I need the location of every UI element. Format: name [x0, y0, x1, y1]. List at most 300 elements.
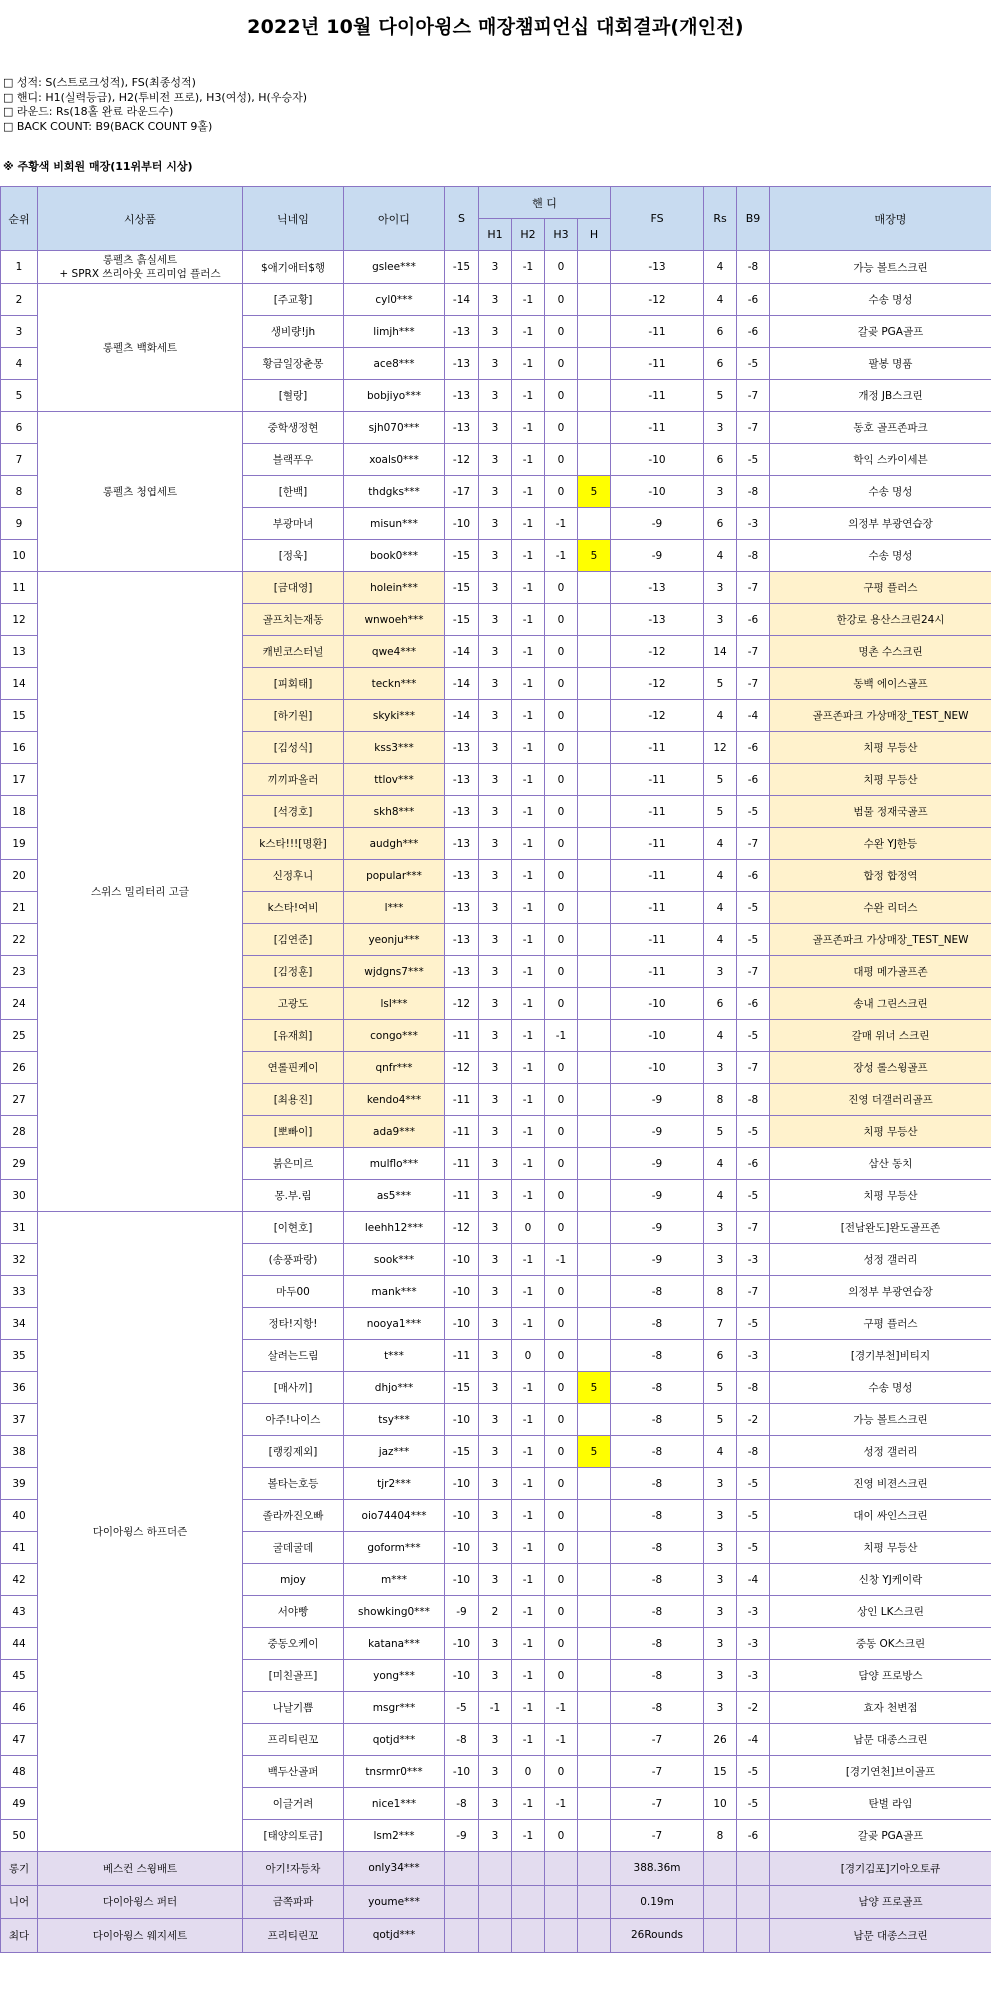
id-cell: ttlov*** [344, 764, 445, 796]
s-cell: -13 [445, 348, 479, 380]
h3-cell: 0 [545, 1564, 578, 1596]
b9-cell: -4 [737, 1564, 770, 1596]
fs-cell: -8 [611, 1500, 704, 1532]
store-cell: 성정 갤러리 [770, 1436, 991, 1468]
id-cell: thdgks*** [344, 476, 445, 508]
b9-cell: -6 [737, 732, 770, 764]
store-cell: 한강로 용산스크린24시 [770, 604, 991, 636]
rank-cell: 45 [1, 1660, 38, 1692]
rank-cell: 19 [1, 828, 38, 860]
s-cell: -13 [445, 316, 479, 348]
h1-cell: 2 [479, 1596, 512, 1628]
b9-cell: -5 [737, 1180, 770, 1212]
fs-cell: -11 [611, 380, 704, 412]
store-cell: 팔봉 명품 [770, 348, 991, 380]
h2-cell: -1 [512, 284, 545, 316]
h2-cell: -1 [512, 1628, 545, 1660]
h3-cell: 0 [545, 1212, 578, 1244]
h3-cell: 0 [545, 1308, 578, 1340]
h2-cell: -1 [512, 956, 545, 988]
h3-cell: 0 [545, 1340, 578, 1372]
h2-cell: -1 [512, 1020, 545, 1052]
h-cell [578, 1564, 611, 1596]
h-cell [578, 1084, 611, 1116]
store-cell: 합정 합정역 [770, 860, 991, 892]
empty-cell [704, 1852, 737, 1886]
h3-cell: -1 [545, 508, 578, 540]
empty-cell [704, 1885, 737, 1919]
col-rs: Rs [704, 187, 737, 251]
empty-cell [445, 1885, 479, 1919]
nickname-cell: 서야빵 [243, 1596, 344, 1628]
rs-cell: 12 [704, 732, 737, 764]
h-cell [578, 348, 611, 380]
empty-cell [737, 1852, 770, 1886]
h1-cell: 3 [479, 380, 512, 412]
nickname-cell: 아주!나이스 [243, 1404, 344, 1436]
rank-cell: 47 [1, 1724, 38, 1756]
h3-cell: 0 [545, 988, 578, 1020]
prize-cell: 롱펠츠 백화세트 [38, 284, 243, 412]
id-cell: yong*** [344, 1660, 445, 1692]
h1-cell: 3 [479, 1372, 512, 1404]
fs-cell: -11 [611, 764, 704, 796]
h3-cell: 0 [545, 412, 578, 444]
id-cell: msgr*** [344, 1692, 445, 1724]
store-cell: 신창 YJ케이락 [770, 1564, 991, 1596]
fs-cell: -11 [611, 924, 704, 956]
store-cell: 명촌 수스크린 [770, 636, 991, 668]
award-label-cell: 최다 [1, 1919, 38, 1953]
h3-cell: 0 [545, 732, 578, 764]
b9-cell: -6 [737, 1148, 770, 1180]
h-cell [578, 1788, 611, 1820]
rs-cell: 5 [704, 668, 737, 700]
id-cell: misun*** [344, 508, 445, 540]
special-award-row [1, 1919, 991, 1953]
rank-cell: 3 [1, 316, 38, 348]
award-prize-cell: 다이아윙스 웨지세트 [38, 1919, 243, 1953]
h1-cell: 3 [479, 444, 512, 476]
id-cell: sook*** [344, 1244, 445, 1276]
table-row [1, 412, 991, 444]
empty-cell [512, 1885, 545, 1919]
b9-cell: -6 [737, 604, 770, 636]
h2-cell: -1 [512, 1148, 545, 1180]
h2-cell: -1 [512, 1244, 545, 1276]
h-cell [578, 572, 611, 604]
col-s: S [445, 187, 479, 251]
s-cell: -12 [445, 444, 479, 476]
id-cell: jaz*** [344, 1436, 445, 1468]
nickname-cell: [주교황] [243, 284, 344, 316]
rank-cell: 39 [1, 1468, 38, 1500]
table-row [1, 572, 991, 604]
h-cell [578, 316, 611, 348]
nickname-cell: [매사끼] [243, 1372, 344, 1404]
nickname-cell: [태양의토금] [243, 1820, 344, 1852]
s-cell: -5 [445, 1692, 479, 1724]
store-cell: 골프존파크 가상매장_TEST_NEW [770, 700, 991, 732]
fs-cell: -7 [611, 1756, 704, 1788]
rank-cell: 9 [1, 508, 38, 540]
h3-cell: -1 [545, 1692, 578, 1724]
h-cell [578, 1532, 611, 1564]
s-cell: -14 [445, 636, 479, 668]
h-cell [578, 1628, 611, 1660]
id-cell: qnfr*** [344, 1052, 445, 1084]
s-cell: -14 [445, 668, 479, 700]
rank-cell: 24 [1, 988, 38, 1020]
nickname-cell: 정타!지항! [243, 1308, 344, 1340]
b9-cell: -5 [737, 892, 770, 924]
prize-cell: 롱펠츠 청엽세트 [38, 412, 243, 572]
id-cell: leehh12*** [344, 1212, 445, 1244]
h2-cell: -1 [512, 764, 545, 796]
h1-cell: 3 [479, 1660, 512, 1692]
h3-cell: 0 [545, 1596, 578, 1628]
rank-cell: 21 [1, 892, 38, 924]
h2-cell: -1 [512, 316, 545, 348]
rank-cell: 29 [1, 1148, 38, 1180]
h1-cell: 3 [479, 412, 512, 444]
h2-cell: -1 [512, 1052, 545, 1084]
col-b9: B9 [737, 187, 770, 251]
h1-cell: 3 [479, 1116, 512, 1148]
h1-cell: 3 [479, 700, 512, 732]
h2-cell: -1 [512, 924, 545, 956]
nickname-cell: 캐빈코스터널 [243, 636, 344, 668]
h2-cell: -1 [512, 796, 545, 828]
nickname-cell: 황금일장춘몽 [243, 348, 344, 380]
award-id-cell: qotjd*** [344, 1919, 445, 1953]
empty-cell [479, 1919, 512, 1953]
h1-cell: 3 [479, 732, 512, 764]
s-cell: -15 [445, 251, 479, 284]
nickname-cell: [피회태] [243, 668, 344, 700]
h2-cell: -1 [512, 1308, 545, 1340]
h-cell [578, 732, 611, 764]
id-cell: katana*** [344, 1628, 445, 1660]
rs-cell: 3 [704, 1052, 737, 1084]
nickname-cell: [유재희] [243, 1020, 344, 1052]
award-store-cell: 남양 프로골프 [770, 1885, 991, 1919]
s-cell: -13 [445, 764, 479, 796]
nickname-cell: [김성식] [243, 732, 344, 764]
note-handicap: □ 핸디: H1(실력등급), H2(투비전 프로), H3(여성), H(우승자) [3, 90, 307, 104]
h3-cell: 0 [545, 892, 578, 924]
id-cell: l*** [344, 892, 445, 924]
h1-cell: 3 [479, 604, 512, 636]
h3-cell: 0 [545, 1148, 578, 1180]
h-cell [578, 604, 611, 636]
s-cell: -15 [445, 572, 479, 604]
store-cell: 학익 스카이세븐 [770, 444, 991, 476]
s-cell: -10 [445, 1244, 479, 1276]
nickname-cell: [하기원] [243, 700, 344, 732]
b9-cell: -5 [737, 1116, 770, 1148]
store-cell: 구평 플러스 [770, 1308, 991, 1340]
h1-cell: 3 [479, 572, 512, 604]
rs-cell: 8 [704, 1820, 737, 1852]
rs-cell: 4 [704, 892, 737, 924]
h-cell [578, 1180, 611, 1212]
store-cell: 담양 프로방스 [770, 1660, 991, 1692]
nickname-cell: 블랙푸우 [243, 444, 344, 476]
rank-cell: 8 [1, 476, 38, 508]
nickname-cell: [최용진] [243, 1084, 344, 1116]
h1-cell: 3 [479, 251, 512, 284]
fs-cell: -7 [611, 1788, 704, 1820]
h1-cell: 3 [479, 1756, 512, 1788]
nickname-cell: [뽀빠이] [243, 1116, 344, 1148]
h1-cell: 3 [479, 508, 512, 540]
h1-cell: -1 [479, 1692, 512, 1724]
col-prize: 시상품 [38, 187, 243, 251]
nickname-cell: [금대영] [243, 572, 344, 604]
fs-cell: -9 [611, 1180, 704, 1212]
h3-cell: 0 [545, 284, 578, 316]
fs-cell: -11 [611, 796, 704, 828]
fs-cell: -9 [611, 1116, 704, 1148]
h3-cell: 0 [545, 1756, 578, 1788]
nickname-cell: 고광도 [243, 988, 344, 1020]
fs-cell: -10 [611, 1052, 704, 1084]
s-cell: -15 [445, 604, 479, 636]
rs-cell: 5 [704, 764, 737, 796]
h3-cell: 0 [545, 860, 578, 892]
h2-cell: -1 [512, 508, 545, 540]
store-cell: 진영 비젼스크린 [770, 1468, 991, 1500]
h-cell [578, 1820, 611, 1852]
s-cell: -13 [445, 956, 479, 988]
col-fs: FS [611, 187, 704, 251]
id-cell: ace8*** [344, 348, 445, 380]
h1-cell: 3 [479, 1788, 512, 1820]
nickname-cell: 이글거려 [243, 1788, 344, 1820]
nickname-cell: [김연준] [243, 924, 344, 956]
b9-cell: -8 [737, 1084, 770, 1116]
h-cell [578, 860, 611, 892]
fs-cell: -11 [611, 316, 704, 348]
s-cell: -15 [445, 540, 479, 572]
rs-cell: 4 [704, 1436, 737, 1468]
h2-cell: -1 [512, 1596, 545, 1628]
rank-cell: 44 [1, 1628, 38, 1660]
results-table-wrap [0, 186, 991, 1953]
award-nickname-cell: 프리티린꼬 [243, 1919, 344, 1953]
nickname-cell: 몽.부.림 [243, 1180, 344, 1212]
fs-cell: -8 [611, 1660, 704, 1692]
id-cell: skyki*** [344, 700, 445, 732]
b9-cell: -5 [737, 1500, 770, 1532]
rs-cell: 3 [704, 572, 737, 604]
col-h2: H2 [512, 219, 545, 251]
h3-cell: 0 [545, 668, 578, 700]
rank-cell: 46 [1, 1692, 38, 1724]
b9-cell: -7 [737, 828, 770, 860]
h-cell [578, 828, 611, 860]
store-cell: [경기부천]비티지 [770, 1340, 991, 1372]
rank-cell: 27 [1, 1084, 38, 1116]
h1-cell: 3 [479, 1500, 512, 1532]
s-cell: -17 [445, 476, 479, 508]
h1-cell: 3 [479, 1436, 512, 1468]
rank-cell: 31 [1, 1212, 38, 1244]
id-cell: kss3*** [344, 732, 445, 764]
id-cell: xoals0*** [344, 444, 445, 476]
h1-cell: 3 [479, 1564, 512, 1596]
h1-cell: 3 [479, 1180, 512, 1212]
id-cell: mulflo*** [344, 1148, 445, 1180]
h-cell [578, 1660, 611, 1692]
nickname-cell: 마두00 [243, 1276, 344, 1308]
fs-cell: -11 [611, 892, 704, 924]
empty-cell [737, 1919, 770, 1953]
b9-cell: -3 [737, 1660, 770, 1692]
s-cell: -13 [445, 924, 479, 956]
h3-cell: 0 [545, 796, 578, 828]
rank-cell: 33 [1, 1276, 38, 1308]
store-cell: 개정 JB스크린 [770, 380, 991, 412]
b9-cell: -8 [737, 476, 770, 508]
h2-cell: -1 [512, 1084, 545, 1116]
store-cell: 상인 LK스크린 [770, 1596, 991, 1628]
store-cell: 치평 무등산 [770, 764, 991, 796]
h-cell [578, 892, 611, 924]
h-cell [578, 412, 611, 444]
h1-cell: 3 [479, 1212, 512, 1244]
fs-cell: -8 [611, 1308, 704, 1340]
s-cell: -11 [445, 1180, 479, 1212]
b9-cell: -8 [737, 251, 770, 284]
page-title: 2022년 10월 다이아윙스 매장챔피언십 대회결과(개인전) [247, 16, 744, 38]
rank-cell: 28 [1, 1116, 38, 1148]
rs-cell: 5 [704, 1116, 737, 1148]
rank-cell: 18 [1, 796, 38, 828]
rank-cell: 14 [1, 668, 38, 700]
store-cell: 치평 무등산 [770, 1180, 991, 1212]
h3-cell: 0 [545, 348, 578, 380]
id-cell: limjh*** [344, 316, 445, 348]
h-cell: 5 [578, 540, 611, 572]
h3-cell: 0 [545, 1052, 578, 1084]
rank-cell: 43 [1, 1596, 38, 1628]
store-cell: 성정 갤러리 [770, 1244, 991, 1276]
s-cell: -13 [445, 380, 479, 412]
rank-cell: 11 [1, 572, 38, 604]
h1-cell: 3 [479, 1084, 512, 1116]
award-value-cell: 26Rounds [611, 1919, 704, 1953]
rs-cell: 3 [704, 1628, 737, 1660]
s-cell: -11 [445, 1116, 479, 1148]
col-h: H [578, 219, 611, 251]
h3-cell: 0 [545, 1468, 578, 1500]
h2-cell: -1 [512, 1724, 545, 1756]
prize-cell: 롱펠츠 흙실세트 + SPRX 쓰리아웃 프리미엄 플러스 [38, 251, 243, 284]
rank-cell: 30 [1, 1180, 38, 1212]
b9-cell: -7 [737, 636, 770, 668]
b9-cell: -5 [737, 796, 770, 828]
h-cell [578, 1052, 611, 1084]
table-row [1, 284, 991, 316]
h1-cell: 3 [479, 540, 512, 572]
nickname-cell: 백두산골퍼 [243, 1756, 344, 1788]
rs-cell: 4 [704, 860, 737, 892]
h2-cell: -1 [512, 1404, 545, 1436]
fs-cell: -8 [611, 1596, 704, 1628]
nickname-cell: 나날기쁨 [243, 1692, 344, 1724]
store-cell: 효자 천변점 [770, 1692, 991, 1724]
h2-cell: -1 [512, 1788, 545, 1820]
h1-cell: 3 [479, 1404, 512, 1436]
prize-cell: 다이아윙스 하프더즌 [38, 1212, 243, 1852]
id-cell: qotjd*** [344, 1724, 445, 1756]
rs-cell: 5 [704, 796, 737, 828]
rank-cell: 1 [1, 251, 38, 284]
store-cell: 수완 YJ한등 [770, 828, 991, 860]
store-cell: 수송 명성 [770, 540, 991, 572]
rs-cell: 3 [704, 1212, 737, 1244]
award-prize-cell: 다이아윙스 퍼터 [38, 1885, 243, 1919]
fs-cell: -11 [611, 860, 704, 892]
col-nickname: 닉네임 [243, 187, 344, 251]
nickname-cell: 중학생정현 [243, 412, 344, 444]
rs-cell: 3 [704, 1532, 737, 1564]
b9-cell: -2 [737, 1404, 770, 1436]
rs-cell: 3 [704, 604, 737, 636]
h-cell [578, 1308, 611, 1340]
nickname-cell: [정욱] [243, 540, 344, 572]
store-cell: [경기연천]브이골프 [770, 1756, 991, 1788]
h2-cell: 0 [512, 1340, 545, 1372]
rs-cell: 4 [704, 700, 737, 732]
h-cell: 5 [578, 476, 611, 508]
h2-cell: -1 [512, 892, 545, 924]
rank-cell: 42 [1, 1564, 38, 1596]
store-cell: 의정부 부광연습장 [770, 1276, 991, 1308]
store-cell: 남문 대종스크린 [770, 1724, 991, 1756]
b9-cell: -4 [737, 700, 770, 732]
h1-cell: 3 [479, 924, 512, 956]
h2-cell: -1 [512, 412, 545, 444]
h3-cell: 0 [545, 636, 578, 668]
h-cell [578, 1692, 611, 1724]
h2-cell: -1 [512, 1436, 545, 1468]
rs-cell: 5 [704, 1372, 737, 1404]
b9-cell: -5 [737, 924, 770, 956]
rs-cell: 4 [704, 540, 737, 572]
nickname-cell: 살려는드림 [243, 1340, 344, 1372]
id-cell: as5*** [344, 1180, 445, 1212]
col-h1: H1 [479, 219, 512, 251]
fs-cell: -11 [611, 412, 704, 444]
b9-cell: -7 [737, 1212, 770, 1244]
h2-cell: -1 [512, 732, 545, 764]
id-cell: kendo4*** [344, 1084, 445, 1116]
rs-cell: 7 [704, 1308, 737, 1340]
rank-cell: 41 [1, 1532, 38, 1564]
b9-cell: -5 [737, 1308, 770, 1340]
id-cell: goform*** [344, 1532, 445, 1564]
b9-cell: -6 [737, 988, 770, 1020]
rs-cell: 6 [704, 316, 737, 348]
h2-cell: -1 [512, 1500, 545, 1532]
s-cell: -8 [445, 1724, 479, 1756]
fs-cell: -10 [611, 444, 704, 476]
h-cell [578, 1404, 611, 1436]
id-cell: yeonju*** [344, 924, 445, 956]
